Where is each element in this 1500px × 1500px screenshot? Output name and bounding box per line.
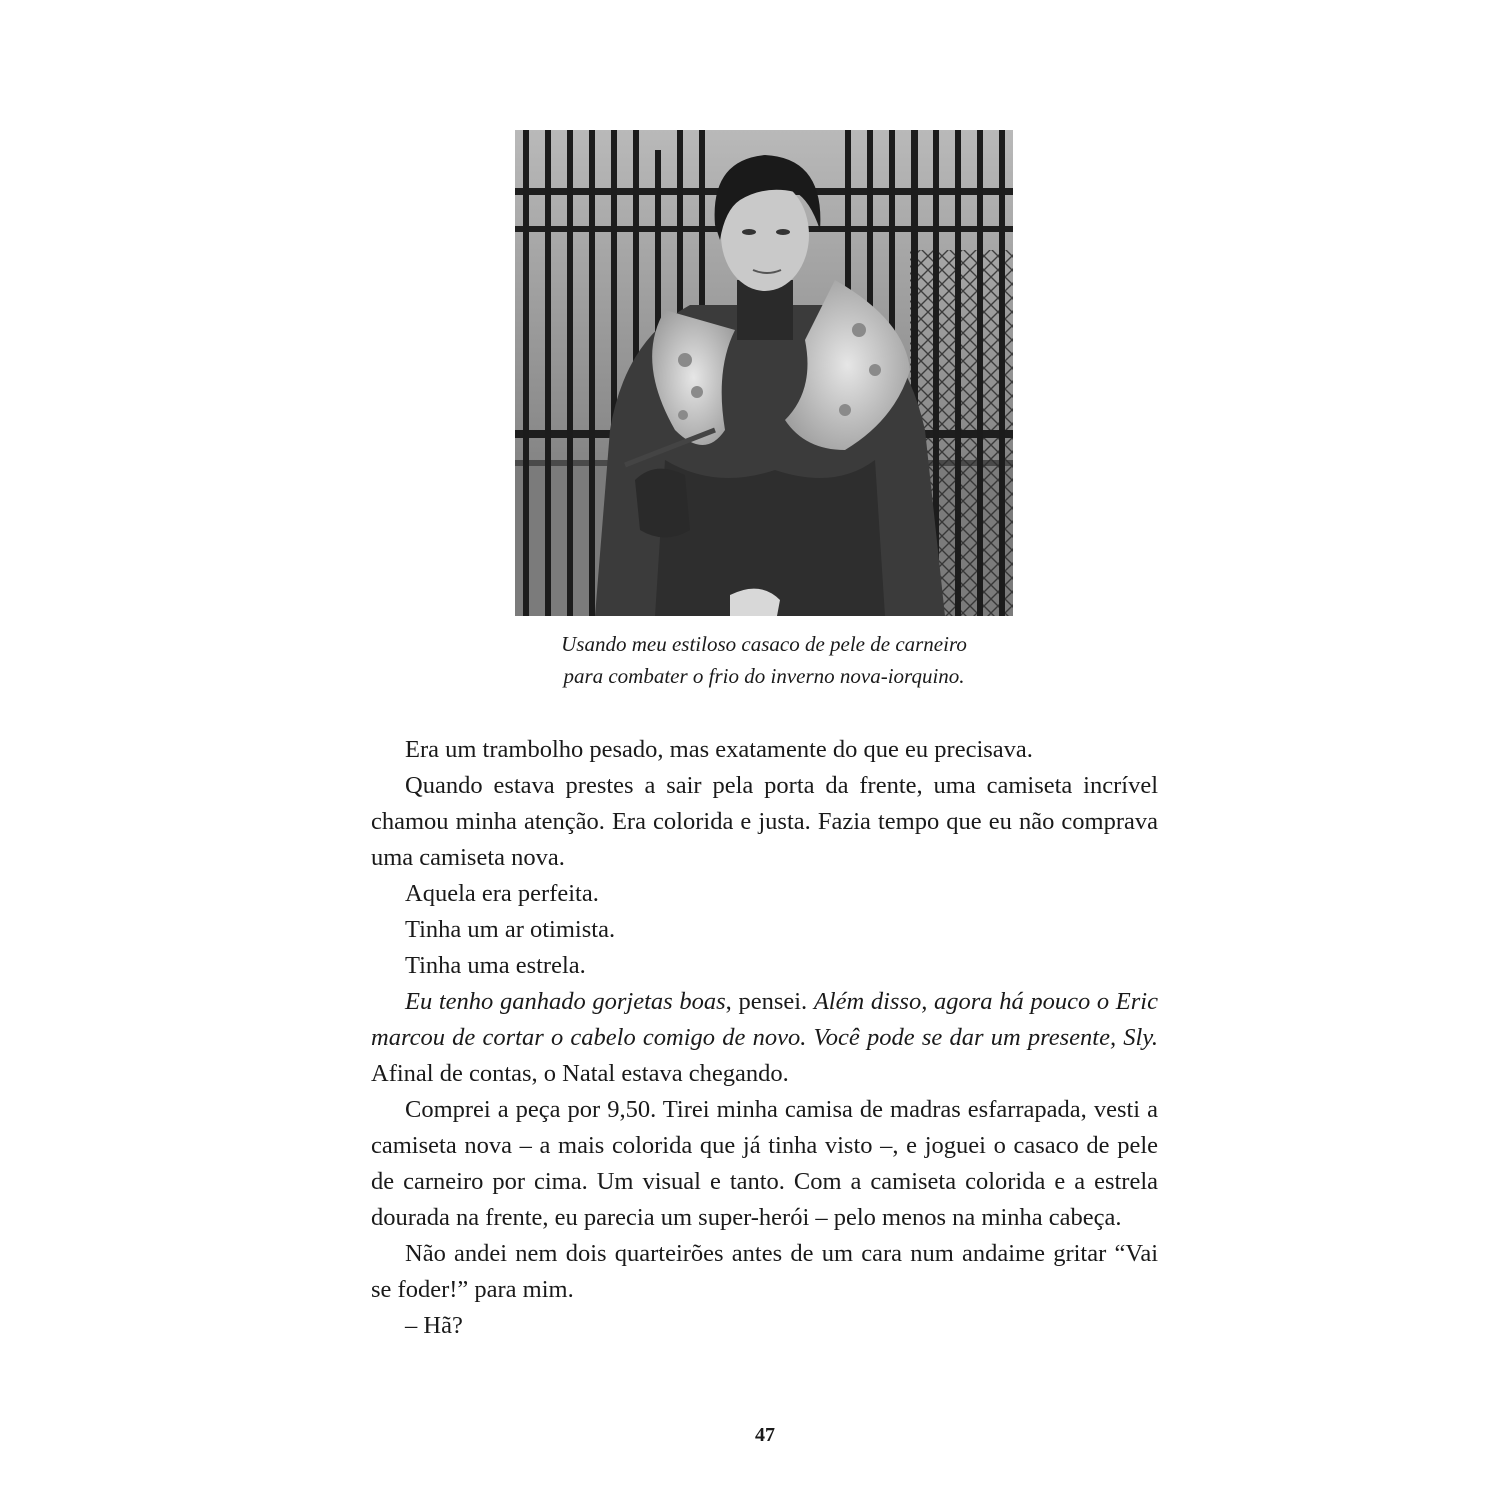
narration: Afinal de contas, o Natal estava chegando. [371,1060,789,1087]
italic-thought: Eu tenho ganhado gorjetas boas [405,988,726,1015]
paragraph: Tinha uma estrela. [405,952,586,979]
paragraph: Era um trambolho pesado, mas exatamente do que eu precisava. [405,736,1033,763]
caption-line-2: para combater o frio do inverno nova-iorquino. [563,664,965,688]
caption-line-1: Usando meu estiloso casaco de pele de carneiro [561,632,967,656]
narration: , pensei. [725,988,814,1015]
paragraph: Comprei a peça por 9,50. Tirei minha camisa de madras esfarrapada, vesti a camiseta nova – a mais colorida que já tinha visto –, e joguei o casaco de pele de carneiro por cima. Um visual e tanto. Com a camiseta colorida e a estrela dourada na frente, eu parecia um super-herói – pelo menos na minha cabeça. [371,1096,1158,1231]
photo-caption [370,628,1158,692]
paragraph: Não andei nem dois quarteirões antes de um cara num andaime gritar “Vai se foder!” para mim. [371,1240,1158,1303]
page-number: 47 [755,1424,775,1446]
paragraph: Quando estava prestes a sair pela porta da frente, uma camiseta incrível chamou minha atenção. Era colorida e justa. Fazia tempo que eu não comprava uma camiseta nova. [371,772,1158,871]
portrait-photo-drawing [515,130,1013,616]
body-text [371,732,1158,1344]
paragraph-mixed [371,984,1158,1092]
paragraph: – Hã? [405,1312,463,1339]
portrait-photo [515,130,1013,616]
paragraph: Aquela era perfeita. [405,880,599,907]
italic-thought: Além disso, agora há pouco o Eric marcou de cortar o cabelo comigo de novo. Você pode se dar um presente, Sly. [371,988,1158,1051]
paragraph: Tinha um ar otimista. [405,916,616,943]
